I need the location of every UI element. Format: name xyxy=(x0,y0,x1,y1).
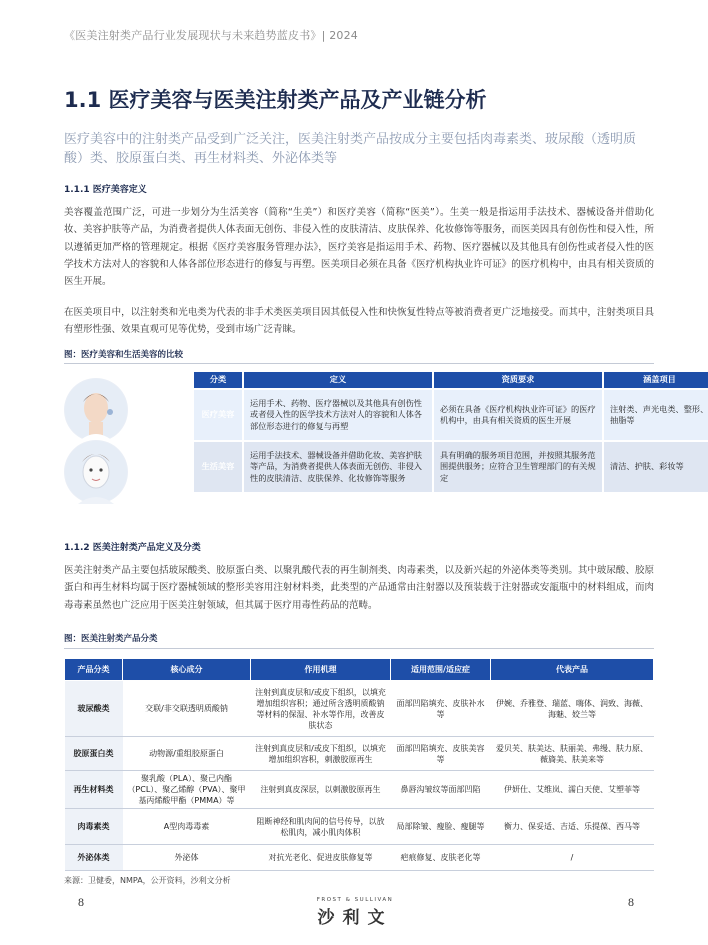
column-header: 产品分类 xyxy=(65,659,123,681)
component-cell: 外泌体 xyxy=(123,845,251,871)
products-cell: 伊妍仕、艾维岚、濡白天使、艾塑菲等 xyxy=(491,771,654,809)
category-cell: 玻尿酸类 xyxy=(65,681,123,737)
category-cell: 胶原蛋白类 xyxy=(65,737,123,771)
section-lead: 医疗美容中的注射类产品受到广泛关注，医美注射类产品按成分主要包括肉毒素类、玻尿酸（透明质酸）类、胶原蛋白类、再生材料类、外泌体类等 xyxy=(64,132,637,166)
category-cell: 肉毒素类 xyxy=(65,809,123,845)
table-header-row xyxy=(194,372,708,388)
injection-products-paragraph: 医美注射类产品主要包括玻尿酸类、胶原蛋白类、以聚乳酸代表的再生制剂类、肉毒素类，以及新兴起的外泌体类等类别。其中玻尿酸、胶原蛋白和再生材料均属于医疗器械领域的整形美容用注射材料类，此类型的产品通常由注射器以及预装载于注射器或安瓿瓶中的材料组成，而肉毒毒素虽然也广泛应用于医美注射领域，但其属于医疗用毒性药品的范畴。 xyxy=(64,565,654,611)
page-number-left: 8 xyxy=(78,895,84,909)
injection-products-table xyxy=(64,658,654,871)
table-row xyxy=(194,390,708,440)
column-header: 代表产品 xyxy=(491,659,654,681)
component-cell: A型肉毒毒素 xyxy=(123,809,251,845)
non-surgical-paragraph: 在医美项目中，以注射类和光电类为代表的非手术类医美项目因其低侵入性和快恢复性特点等被消费者更广泛地接受。而其中，注射类项目具有塑形性强、效果直观可见等优势，受到市场广泛青睐。 xyxy=(64,307,654,336)
products-cell: 伊婉、乔雅登、瑞蓝、嗨体、润致、海薇、海魅、姣兰等 xyxy=(491,681,654,737)
column-header: 资质要求 xyxy=(434,372,602,388)
life-beauty-avatar-icon xyxy=(64,440,128,504)
column-header: 适用范围/适应症 xyxy=(391,659,491,681)
items-cell: 注射类、声光电类、整形、抽脂等 xyxy=(604,390,708,440)
definition-cell: 运用手法技术、器械设备并借助化妆、美容护肤等产品，为消费者提供人体表面无创伤、非侵入性的皮肤清洁、皮肤保养、化妆修饰等服务 xyxy=(244,442,432,492)
category-cell: 再生材料类 xyxy=(65,771,123,809)
mechanism-cell: 注射到真皮层和/或皮下组织，以填充增加组织容积；通过所含透明质酸钠等材料的保湿、补水等作用，改善皮肤状态 xyxy=(251,681,391,737)
component-cell: 聚乳酸（PLA）、聚己内酯（PCL）、聚乙烯醇（PVA）、聚甲基丙烯酸甲酯（PMMA）等 xyxy=(123,771,251,809)
divider xyxy=(64,648,654,649)
column-header: 定义 xyxy=(244,372,432,388)
medical-beauty-avatar-icon xyxy=(64,378,128,442)
column-header: 作用机理 xyxy=(251,659,391,681)
beauty-comparison-figure xyxy=(64,370,708,500)
subsection-heading-1: 1.1.1 医疗美容定义 xyxy=(64,185,147,195)
logo-chinese: 沙利文 xyxy=(317,908,393,928)
table-row xyxy=(65,737,654,771)
frost-sullivan-logo xyxy=(300,897,410,928)
products-cell: 爱贝芙、肤美达、肤丽美、弗缦、肤力原、薇旖美、肤美来等 xyxy=(491,737,654,771)
report-header: 《医美注射类产品行业发展现状与未来趋势蓝皮书》| 2024 xyxy=(64,29,358,42)
scope-cell: 鼻唇沟皱纹等面部凹陷 xyxy=(391,771,491,809)
component-cell: 动物源/重组胶原蛋白 xyxy=(123,737,251,771)
table-row xyxy=(65,681,654,737)
column-header: 涵盖项目 xyxy=(604,372,708,388)
scope-cell: 疤痕修复、皮肤老化等 xyxy=(391,845,491,871)
definition-cell: 运用手术、药物、医疗器械以及其他具有创伤性或者侵入性的医学技术方法对人的容貌和人体各部位形态进行的修复与再塑 xyxy=(244,390,432,440)
subsection-heading-2: 1.1.2 医美注射类产品定义及分类 xyxy=(64,543,201,553)
page-number-right: 8 xyxy=(628,895,634,909)
table-row xyxy=(65,809,654,845)
page-title: 1.1 医疗美容与医美注射类产品及产业链分析 xyxy=(64,88,487,112)
mechanism-cell: 阻断神经和肌肉间的信号传导，以放松肌肉，减小肌肉体积 xyxy=(251,809,391,845)
source-note: 来源：卫健委，NMPA，公开资料，沙利文分析 xyxy=(64,876,231,885)
definition-paragraph: 美容覆盖范围广泛，可进一步划分为生活美容（简称“生美”）和医疗美容（简称“医美”）。生美一般是指运用手法技术、器械设备并借助化妆、美容护肤等产品，为消费者提供人体表面无创伤、非侵入性的皮肤清洁、皮肤保养、化妆修饰等服务，而医美因具有创伤性和侵入性，所以遵循更加严格的管理规定。根据《医疗美容服务管理办法》，医疗美容是指运用手术、药物、医疗器械以及其他具有创伤性或者侵入性的医学技术方法对人的容貌和人体各部位形态进行的修复与再塑。医美项目必须在具备《医疗机构执业许可证》的医疗机构中，由具有相关资质的医生开展。 xyxy=(64,207,654,288)
mechanism-cell: 注射到真皮深层，以刺激胶原再生 xyxy=(251,771,391,809)
table-header-row xyxy=(65,659,654,681)
requirement-cell: 具有明确的服务项目范围，并按照其服务范围提供服务；应符合卫生管理部门的有关规定 xyxy=(434,442,602,492)
divider xyxy=(64,363,654,364)
mechanism-cell: 对抗光老化、促进皮肤修复等 xyxy=(251,845,391,871)
figure-1-caption: 图：医疗美容和生活美容的比较 xyxy=(64,350,184,360)
logo-english: FROST & SULLIVAN xyxy=(316,897,394,903)
table-row xyxy=(65,771,654,809)
scope-cell: 面部凹陷填充、皮肤补水等 xyxy=(391,681,491,737)
category-cell: 外泌体类 xyxy=(65,845,123,871)
table-row xyxy=(65,845,654,871)
beauty-comparison-table xyxy=(192,370,708,494)
category-cell: 生活美容 xyxy=(194,442,242,492)
mechanism-cell: 注射到真皮层和/或皮下组织，以填充增加组织容积，刺激胶原再生 xyxy=(251,737,391,771)
requirement-cell: 必须在具备《医疗机构执业许可证》的医疗机构中，由具有相关资质的医生开展 xyxy=(434,390,602,440)
products-cell: 衡力、保妥适、吉适、乐提葆、西马等 xyxy=(491,809,654,845)
column-header: 核心成分 xyxy=(123,659,251,681)
table-row xyxy=(194,442,708,492)
scope-cell: 面部凹陷填充、皮肤美容等 xyxy=(391,737,491,771)
figure-2-caption: 图：医美注射类产品分类 xyxy=(64,634,158,644)
products-cell: / xyxy=(491,845,654,871)
category-cell: 医疗美容 xyxy=(194,390,242,440)
items-cell: 清洁、护肤、彩妆等 xyxy=(604,442,708,492)
component-cell: 交联/非交联透明质酸钠 xyxy=(123,681,251,737)
scope-cell: 局部除皱、瘦脸、瘦腿等 xyxy=(391,809,491,845)
column-header: 分类 xyxy=(194,372,242,388)
